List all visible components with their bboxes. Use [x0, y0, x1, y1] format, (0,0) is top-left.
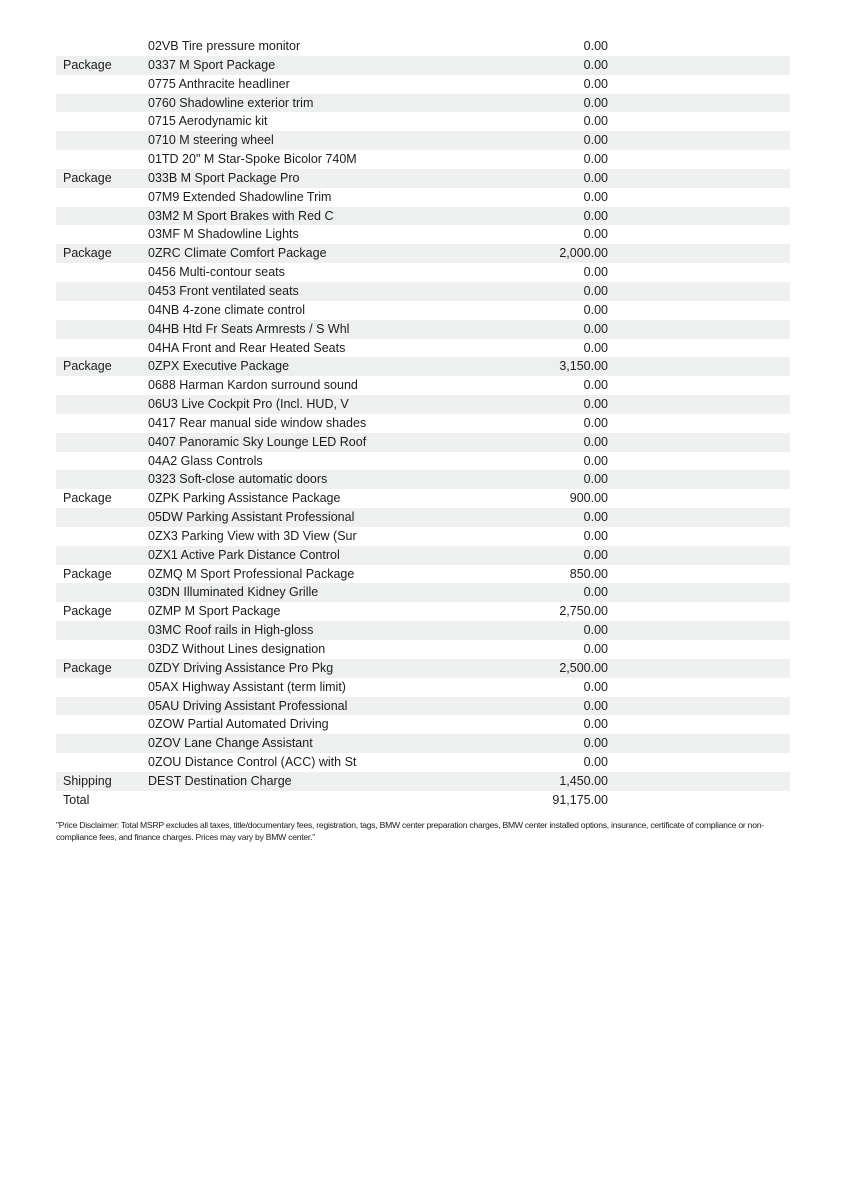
row-price: 0.00	[583, 283, 608, 298]
row-item: 04NB 4-zone climate control	[148, 302, 306, 317]
row-item: 0ZX1 Active Park Distance Control	[148, 547, 340, 562]
row-item: 04HA Front and Rear Heated Seats	[148, 340, 346, 355]
row-category: Package	[63, 359, 112, 374]
row-item: 0688 Harman Kardon surround sound	[148, 378, 358, 393]
row-item: 05AX Highway Assistant (term limit)	[148, 679, 346, 694]
row-category: Package	[63, 566, 112, 581]
row-item: 0715 Aerodynamic kit	[148, 114, 268, 129]
row-price: 0.00	[583, 415, 608, 430]
table-row	[56, 301, 790, 320]
row-price: 0.00	[583, 321, 608, 336]
row-price: 0.00	[583, 114, 608, 129]
row-item: 03DN Illuminated Kidney Grille	[148, 585, 319, 600]
table-row	[56, 697, 790, 716]
table-row	[56, 131, 790, 150]
row-price: 0.00	[583, 378, 608, 393]
row-item: 05DW Parking Assistant Professional	[148, 510, 355, 525]
table-row	[56, 753, 790, 772]
row-category: Shipping	[63, 773, 112, 788]
row-price: 2,750.00	[559, 604, 608, 619]
table-row	[56, 376, 790, 395]
table-row	[56, 508, 790, 527]
table-row	[56, 320, 790, 339]
table-row	[56, 395, 790, 414]
row-price: 0.00	[583, 76, 608, 91]
row-item: 05AU Driving Assistant Professional	[148, 698, 348, 713]
row-item: 0ZPX Executive Package	[148, 359, 290, 374]
row-item: 0ZOU Distance Control (ACC) with St	[148, 755, 357, 770]
price-disclaimer-text: "Price Disclaimer: Total MSRP excludes all taxes, title/documentary fees, registration, tags, BMW center preparation charges, BMW center installed options, insurance, certificate of compliance or non-compliance fees, and finance charges. Prices may vary by BMW center."	[56, 820, 764, 842]
table-row	[56, 56, 790, 75]
row-price: 0.00	[583, 642, 608, 656]
row-category: Package	[63, 491, 112, 506]
table-row	[56, 433, 790, 452]
table-row	[56, 527, 790, 546]
row-category: Total	[63, 792, 90, 807]
table-row	[56, 225, 790, 244]
row-item: 0456 Multi-contour seats	[148, 265, 285, 280]
table-row	[56, 772, 790, 791]
row-price: 0.00	[583, 340, 608, 355]
row-item: 0ZX3 Parking View with 3D View (Sur	[148, 528, 357, 543]
table-row	[56, 244, 790, 263]
row-price: 900.00	[569, 491, 608, 506]
row-category: Package	[63, 604, 112, 619]
row-item: 03MF M Shadowline Lights	[148, 227, 299, 242]
row-item: DEST Destination Charge	[148, 773, 292, 788]
table-row	[56, 602, 790, 621]
options-table-body	[56, 37, 790, 810]
row-price: 0.00	[583, 39, 608, 53]
row-price: 0.00	[583, 510, 608, 525]
row-item: 0ZRC Climate Comfort Package	[148, 246, 327, 261]
row-price: 0.00	[583, 227, 608, 242]
row-item: 0760 Shadowline exterior trim	[148, 95, 314, 110]
table-row	[56, 169, 790, 188]
row-price: 0.00	[583, 302, 608, 317]
row-item: 0ZMQ M Sport Professional Package	[148, 566, 355, 581]
row-price: 0.00	[583, 397, 608, 412]
row-item: 06U3 Live Cockpit Pro (Incl. HUD, V	[148, 397, 349, 412]
row-price: 0.00	[583, 57, 608, 72]
row-category: Package	[63, 57, 112, 72]
row-price: 0.00	[583, 623, 608, 638]
row-item: 07M9 Extended Shadowline Trim	[148, 189, 332, 204]
table-row	[56, 263, 790, 282]
row-price: 0.00	[583, 189, 608, 204]
row-price: 0.00	[583, 170, 608, 185]
row-price: 0.00	[583, 265, 608, 280]
row-item: 0ZMP M Sport Package	[148, 604, 281, 619]
table-row	[56, 339, 790, 358]
table-row	[56, 470, 790, 489]
row-price: 1,450.00	[559, 773, 608, 788]
table-row	[56, 621, 790, 640]
row-price: 0.00	[583, 208, 608, 223]
row-item: 0710 M steering wheel	[148, 133, 274, 148]
row-price: 0.00	[583, 434, 608, 449]
table-row	[56, 659, 790, 678]
table-row	[56, 37, 790, 56]
table-row	[56, 791, 790, 810]
table-row	[56, 75, 790, 94]
row-item: 0417 Rear manual side window shades	[148, 415, 367, 430]
row-price: 0.00	[583, 679, 608, 694]
table-row	[56, 640, 790, 659]
row-price: 2,000.00	[559, 246, 608, 261]
table-row	[56, 489, 790, 508]
table-row	[56, 207, 790, 226]
table-row	[56, 282, 790, 301]
table-row	[56, 715, 790, 734]
table-row	[56, 583, 790, 602]
row-item: 03DZ Without Lines designation	[148, 642, 326, 656]
row-item: 01TD 20" M Star-Spoke Bicolor 740M	[148, 152, 357, 167]
row-price: 0.00	[583, 453, 608, 468]
row-item: 033B M Sport Package Pro	[148, 170, 300, 185]
table-row	[56, 150, 790, 169]
row-price: 2,500.00	[559, 660, 608, 675]
row-category: Package	[63, 246, 112, 261]
row-item: 03MC Roof rails in High-gloss	[148, 623, 314, 638]
row-item: 0ZOW Partial Automated Driving	[148, 717, 329, 732]
row-item: 0453 Front ventilated seats	[148, 283, 299, 298]
row-price: 0.00	[583, 736, 608, 751]
row-item: 0323 Soft-close automatic doors	[148, 472, 328, 487]
row-item: 02VB Tire pressure monitor	[148, 39, 301, 53]
row-price: 91,175.00	[552, 792, 608, 807]
row-price: 0.00	[583, 95, 608, 110]
row-price: 0.00	[583, 472, 608, 487]
table-row	[56, 546, 790, 565]
table-row	[56, 112, 790, 131]
table-row	[56, 414, 790, 433]
row-category: Package	[63, 660, 112, 675]
row-item: 04HB Htd Fr Seats Armrests / S Whl	[148, 321, 350, 336]
row-item: 0ZDY Driving Assistance Pro Pkg	[148, 660, 334, 675]
row-price: 0.00	[583, 717, 608, 732]
row-price: 0.00	[583, 528, 608, 543]
row-category: Package	[63, 170, 112, 185]
table-row	[56, 94, 790, 113]
row-price: 0.00	[583, 547, 608, 562]
row-item: 0407 Panoramic Sky Lounge LED Roof	[148, 434, 367, 449]
row-item: 0337 M Sport Package	[148, 57, 276, 72]
row-item: 0ZOV Lane Change Assistant	[148, 736, 313, 751]
table-row	[56, 357, 790, 376]
table-row	[56, 188, 790, 207]
row-price: 3,150.00	[559, 359, 608, 374]
table-row	[56, 678, 790, 697]
row-price: 0.00	[583, 585, 608, 600]
row-item: 03M2 M Sport Brakes with Red C	[148, 208, 334, 223]
row-item: 04A2 Glass Controls	[148, 453, 263, 468]
row-item: 0775 Anthracite headliner	[148, 76, 290, 91]
row-price: 0.00	[583, 152, 608, 167]
row-price: 850.00	[569, 566, 608, 581]
row-price: 0.00	[583, 755, 608, 770]
table-row	[56, 734, 790, 753]
table-row	[56, 452, 790, 471]
row-price: 0.00	[583, 698, 608, 713]
row-item: 0ZPK Parking Assistance Package	[148, 491, 341, 506]
row-price: 0.00	[583, 133, 608, 148]
table-row	[56, 565, 790, 584]
